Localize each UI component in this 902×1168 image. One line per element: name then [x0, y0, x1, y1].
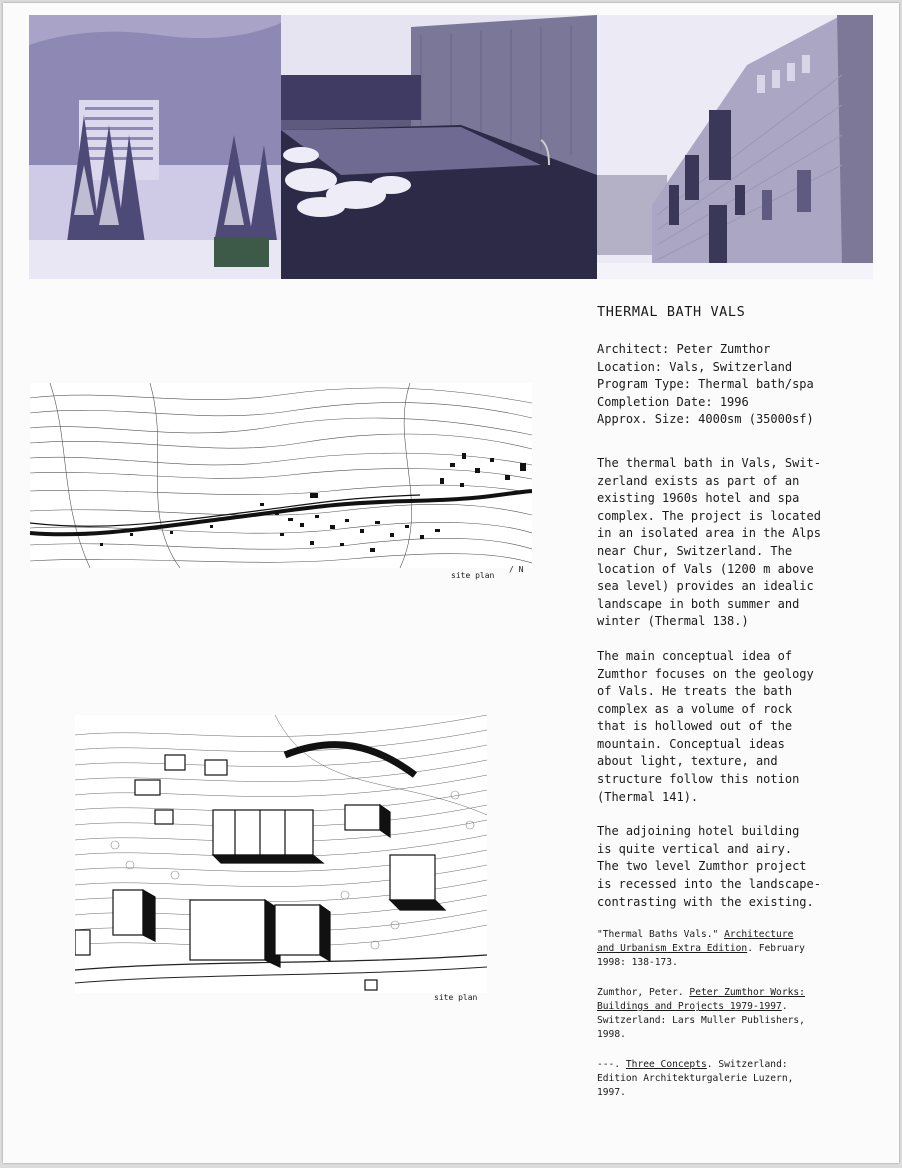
outdoor-thermal-pool-photo: [281, 15, 597, 279]
north-arrow-icon: / N: [509, 565, 524, 574]
paragraph-hotel: The adjoining hotel building is quite vertical and airy. The two level Zumthor project is recessed into the landscape- contrasting with the existing.: [597, 824, 821, 909]
reference-item: [597, 1058, 887, 1100]
page-title: THERMAL BATH VALS: [597, 304, 746, 320]
text-column: [597, 303, 887, 1116]
ref-post: . Switzerland: Edition Architekturgalerie Luzern, 1997.: [597, 1059, 794, 1099]
paragraph-intro: The thermal bath in Vals, Swit- zerland exists as part of an existing 1960s hotel and spa complex. The project is located in an isolated area in the Alps near Chur, Switzerland. The location of Vals (1200 m above sea level) provides an idealic landscape in both summer and winter (Thermal 138.): [597, 455, 821, 629]
reference-item: [597, 928, 887, 970]
fact-completion-date: Completion Date: 1996: [597, 394, 749, 409]
ref-pre: Zumthor, Peter.: [597, 987, 690, 999]
site-plan-map: [30, 383, 532, 568]
ref-post: . Switzerland: Lars Muller Publishers, 1998.: [597, 1001, 805, 1041]
paragraph-concept: The main conceptual idea of Zumthor focuses on the geology of Vals. He treats the bath complex as a volume of rock that is hollowed out of the mountain. Conceptual ideas about light, texture, and structure follow this notion (Thermal 141).: [597, 648, 814, 804]
ref-title: Peter Zumthor Works: Buildings and Projects 1979-1997: [597, 987, 805, 1013]
stone-facade-photo: [597, 15, 873, 279]
ref-pre: ---.: [597, 1059, 626, 1071]
ref-pre: "Thermal Baths Vals.": [597, 929, 725, 941]
project-facts: [597, 341, 887, 429]
site-plan-caption-2: site plan: [434, 993, 478, 1002]
site-plan-axonometric: [75, 715, 487, 993]
north-label: N: [518, 565, 524, 574]
fact-size: Approx. Size: 4000sm (35000sf): [597, 412, 814, 427]
fact-location: Location: Vals, Switzerland: [597, 359, 793, 374]
ref-title: Three Concepts: [625, 1059, 707, 1071]
fact-architect: Architect: Peter Zumthor: [597, 342, 771, 356]
ref-post: . February 1998: 138-173.: [597, 943, 805, 969]
fact-program-type: Program Type: Thermal bath/spa: [597, 377, 814, 392]
snowy-hotel-forest-photo: [29, 15, 281, 279]
document-page: [3, 3, 899, 1163]
site-plan-caption: site plan: [451, 571, 495, 580]
references: [597, 928, 887, 1100]
reference-item: [597, 986, 887, 1042]
ref-title: Architecture and Urbanism Extra Edition: [597, 929, 794, 955]
